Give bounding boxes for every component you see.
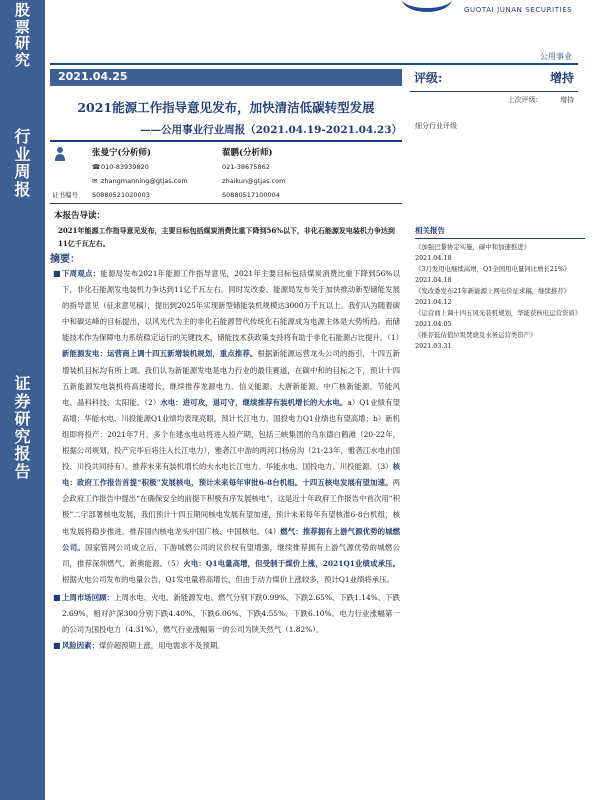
related-title: 相关报告 <box>415 225 585 239</box>
analyst-email[interactable]: zhangmanning@gtjas.com <box>101 177 188 185</box>
related-report-title: 《发改委发布21年新能源上网电价征求稿，继续推荐》 <box>415 287 571 295</box>
summary-title: 摘要： <box>50 254 80 265</box>
item-text: a）Q1业绩有望高增：华能水电、川投能源Q1业绩均表现亮眼，预计长江电力、国投电力Q1业绩也有望高增；b）新机组即将投产：2021年7月，多个在建水电站将进入投产期，包括三峡集团的乌东德白鹤滩（20-22年，根据公司规划，投产完毕后将注入长江电力），雅砻江中游的两河口杨房沟（21-23年，雅砻江水电由国投、川投共同持有）。推荐未来有装机增长的大水电长江电力、华能水电、国投电力、川投能源。（3） <box>62 397 400 472</box>
guide-title: 本报告导读： <box>54 211 106 221</box>
item-text: 煤价超预期上涨，用电需求不及预期。 <box>98 641 225 651</box>
analyst-card <box>92 146 188 202</box>
guide-text: 2021年能源工作指导意见发布，主要目标包括煤炭消费比重下降到56%以下，非化石能源发电装机力争达到11亿千瓦左右。 <box>58 226 395 248</box>
related-report-date: 2021.04.18 <box>415 275 452 284</box>
rating-label: 评级: <box>414 71 443 85</box>
item-highlight: 新能源发电：运营商上调十四五新增装机规划，重点推荐。 <box>62 349 258 359</box>
summary-item <box>53 638 400 654</box>
related-report-title: 《3月发用电继续高增，Q1全国用电量同比增长21%》 <box>415 265 571 273</box>
related-report-date: 2021.04.05 <box>415 319 452 328</box>
industry-label: 公用事业 <box>540 52 572 61</box>
analyst-phone: 010-83939820 <box>101 163 149 171</box>
analyst-email[interactable]: zhaikun@gtjas.com <box>222 177 286 185</box>
related-report-link[interactable] <box>415 308 585 329</box>
item-text: 两会政府工作报告中提出“在确保安全的前提下积极有序发展核电”，这是近十年政府工作报告中首次用“积极”二字部署核电发展，我们预计十四五期间核电发展有望加速，预计未来每年有望核准6-8台机组，核电发展将稳步推进。推荐国内核电龙头中国广核、中国核电。（4） <box>62 478 400 536</box>
related-report-date: 2021.03.31 <box>415 341 452 350</box>
prev-rating-label: 上次评级: <box>507 96 538 104</box>
item-text: 根据新能源运营龙头公司的指引，十四五新增装机目标均有所上调。我们认为新能源发电是电力行业的最佳赛道，在碳中和的目标之下，预计十四五新能源发电装机将高速增长，继续推荐龙源电力、信义能源、大唐新能源、中广核新能源、节能风电、晶科科技、太阳能。（2） <box>62 349 400 407</box>
item-highlight: 核电：政府工作报告首提“积极”发展核电，预计未来每年审批6-8台机组。十四五核电发展有望加速。 <box>62 462 400 488</box>
item-text: 上周水电、火电、新能源发电、燃气分别下跌0.99%、下跌2.65%、下跌1.14%、下跌2.69%，相对沪深300分别下跌4.40%、下跌6.06%、下跌4.55%、下跌6.10%。电力行业涨幅第一的公司为国投电力（4.31%），燃气行业涨幅第一的公司为陕天然气（1.82%）。 <box>62 592 400 635</box>
item-text: 国家管网公司成立后，下游城燃公司的议价权有望增强，继续推荐拥有上游气源优势的城燃公司，推荐深圳燃气、新奥能源。（5） <box>62 542 400 568</box>
item-lead: 下周观点： <box>62 269 101 278</box>
sub-rating-label: 细分行业评级 <box>415 122 457 130</box>
sidebar <box>0 0 45 800</box>
sidebar-bottom-text: 证 券 研 究 报 告 <box>14 374 31 481</box>
sidebar-top-text: 股 票 研 究 <box>14 1 30 69</box>
related-report-date: 2021.04.12 <box>415 297 452 306</box>
report-subtitle: ——公用事业行业周报（2021.04.19-2021.04.23） <box>140 124 402 136</box>
related-report-date: 2021.04.18 <box>415 253 452 262</box>
analyst-cert: S0880517100004 <box>222 191 280 199</box>
email-icon: ✉ <box>92 177 98 185</box>
rating-value: 增持 <box>549 71 574 85</box>
summary-body <box>53 266 403 654</box>
bullet-icon: ■ <box>53 269 61 278</box>
title-divider <box>50 140 402 142</box>
logo-swoosh-icon <box>402 0 452 12</box>
phone-icon: ☎ <box>92 163 101 171</box>
prev-rating-value: 增持 <box>560 96 574 104</box>
report-date: 2021.04.25 <box>58 70 128 83</box>
item-highlight: 水电：进可攻，退可守，继续推荐有装机增长的大水电。 <box>160 397 348 407</box>
top-divider <box>50 63 578 65</box>
analyst-card <box>222 146 285 202</box>
item-lead: 上周市场回顾： <box>62 592 115 602</box>
bullet-icon: ■ <box>53 592 61 602</box>
date-bar <box>50 69 402 86</box>
related-report-link[interactable] <box>415 264 585 285</box>
report-title: 2021能源工作指导意见发布，加快清洁低碳转型发展 <box>77 100 375 115</box>
bullet-icon: ■ <box>53 641 61 651</box>
summary-item <box>53 266 403 588</box>
cert-label: 证书编号 <box>52 191 78 199</box>
item-highlight: 火电：Q1电量高增，但受制于煤价上涨，2021Q1业绩或承压。 <box>183 558 400 568</box>
summary-item <box>53 590 400 638</box>
analyst-phone: 021-38675862 <box>222 163 270 171</box>
related-report-title: 《运营商上调十四五风光装机规划，华能获核电运营资质》 <box>415 309 582 317</box>
item-lead: 风险因素： <box>62 641 99 651</box>
item-text: 根据火电公司发布的电量公告，Q1发电量将高增长，但由于动力煤价上涨较多，预计Q1业绩将承压。 <box>62 574 394 584</box>
related-report-link[interactable] <box>415 242 585 263</box>
logo-text: GUOTAI JUNAN SECURITIES <box>464 6 573 14</box>
analyst-person-icon <box>54 146 66 162</box>
item-highlight: 燃气：推荐拥有上游气源优势的城燃公司。 <box>62 526 400 552</box>
related-report-link[interactable] <box>415 330 585 351</box>
related-report-title: 《推荐低估值垃圾焚烧及水务运营类资产》 <box>415 331 537 339</box>
item-text: 能源局发布2021年能源工作指导意见，2021年主要目标包括煤炭消费比重下降到56%以下，非化石能源发电装机力争达到11亿千瓦左右。同时发改委、能源局发布关于加快推动新型储能发展的指导意见（征求意见稿），提出到2025年实现新型储能装机规模达3000万千瓦以上。我们认为随着碳中和碳达峰的目标提出，以风光代为主的非化石能源替代传统化石能源成为电源主体是大势所趋。而储能技术作为保障电力系统稳定运行的关键技术，储能技术获政策支持将有助于非化石能源占比提升。（1） <box>62 269 403 343</box>
analyst-divider <box>50 203 402 204</box>
analyst-name: 张曼宁(分析师) <box>92 148 152 158</box>
analyst-name: 翟鹏(分析师) <box>222 148 273 158</box>
cert-label-wrap <box>52 188 78 202</box>
related-report-title: 《加强巴黎协定实施，碳中和加速推进》 <box>415 243 531 251</box>
sidebar-mid-text: 行 业 周 报 <box>14 127 31 199</box>
related-reports <box>415 225 585 352</box>
analyst-cert: S0880521020003 <box>92 191 150 199</box>
rating-box <box>410 69 578 105</box>
related-report-link[interactable] <box>415 286 585 307</box>
company-logo <box>392 0 600 24</box>
